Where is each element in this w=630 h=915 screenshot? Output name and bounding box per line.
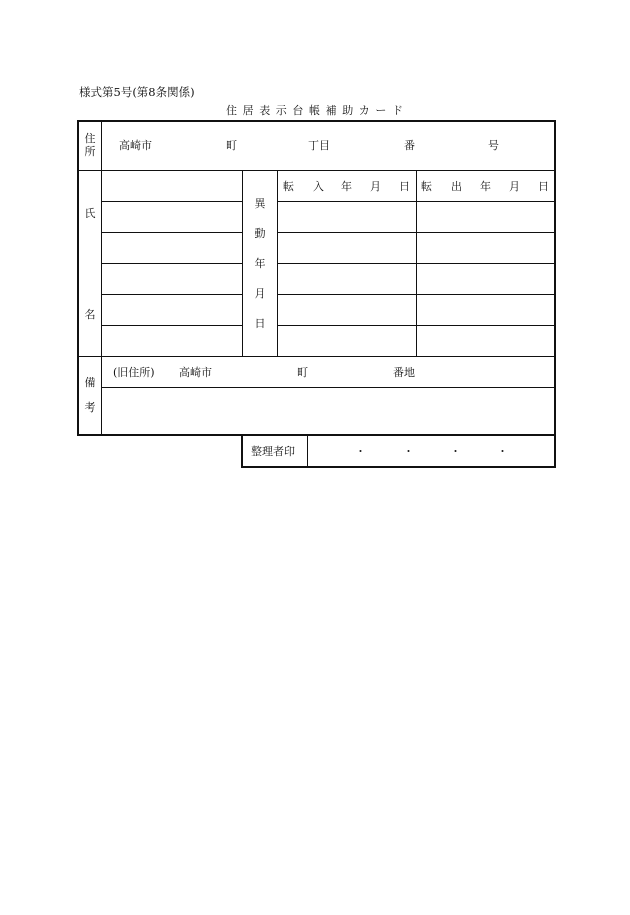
change-date-label-char-2: 動 <box>254 227 266 240</box>
seal-dot-1: ・ <box>355 445 366 458</box>
old-address-label: (旧住所) <box>113 366 155 379</box>
address-chome: 丁目 <box>308 139 330 152</box>
address-city: 高崎市 <box>119 139 152 152</box>
change-date-label-char-3: 年 <box>254 257 266 270</box>
name-row-line-3 <box>102 263 243 264</box>
table-top-border <box>77 120 556 122</box>
move-in-char-4: 日 <box>399 180 410 193</box>
change-date-label-char-4: 月 <box>254 287 266 300</box>
change-date-column-right <box>277 171 278 357</box>
seal-dot-3: ・ <box>450 445 461 458</box>
change-date-label-char-1: 異 <box>254 197 266 210</box>
table-left-border <box>77 120 79 436</box>
move-out-char-4: 日 <box>538 180 549 193</box>
address-ban: 番 <box>404 139 415 152</box>
move-out-char-1: 出 <box>451 180 462 193</box>
move-in-char-3: 月 <box>370 180 381 193</box>
remarks-label-char-1: 備 <box>84 376 96 389</box>
address-label-char-1: 住 <box>84 132 96 145</box>
change-date-column-left <box>242 171 243 357</box>
move-out-char-3: 月 <box>509 180 520 193</box>
move-in-out-divider <box>416 171 417 357</box>
seal-label-divider <box>307 435 308 467</box>
change-date-label-char-5: 日 <box>254 317 266 330</box>
form-title: 住居表示台帳補助カード <box>226 104 409 117</box>
name-row-line-4 <box>102 294 243 295</box>
move-in-label: 転 <box>283 180 294 193</box>
old-address-banchi: 番地 <box>393 366 415 379</box>
seal-dot-4: ・ <box>497 445 508 458</box>
name-row-line-1 <box>102 201 243 202</box>
move-row-line-1 <box>278 201 555 202</box>
organizer-seal-label: 整理者印 <box>251 445 295 458</box>
address-row-divider <box>78 170 555 171</box>
move-row-line-4 <box>278 294 555 295</box>
remarks-row-divider <box>102 387 555 388</box>
seal-box-bottom-border <box>241 466 556 468</box>
table-bottom-border <box>77 434 556 436</box>
address-town: 町 <box>226 139 237 152</box>
form-number: 様式第5号(第8条関係) <box>79 85 195 99</box>
move-row-line-3 <box>278 263 555 264</box>
move-row-line-5 <box>278 325 555 326</box>
seal-dot-2: ・ <box>403 445 414 458</box>
name-row-line-2 <box>102 232 243 233</box>
name-section-divider <box>78 356 555 357</box>
old-address-city: 高崎市 <box>179 366 212 379</box>
old-address-town: 町 <box>297 366 308 379</box>
address-label-char-2: 所 <box>84 145 96 158</box>
name-label-bottom: 名 <box>84 308 96 321</box>
remarks-label-char-2: 考 <box>84 401 96 414</box>
move-row-line-2 <box>278 232 555 233</box>
name-row-line-5 <box>102 325 243 326</box>
name-label-top: 氏 <box>84 207 96 220</box>
move-in-char-2: 年 <box>341 180 352 193</box>
move-out-label: 転 <box>421 180 432 193</box>
move-in-char-1: 入 <box>313 180 324 193</box>
move-out-char-2: 年 <box>480 180 491 193</box>
seal-box-left-border <box>241 434 243 468</box>
address-go: 号 <box>488 139 499 152</box>
